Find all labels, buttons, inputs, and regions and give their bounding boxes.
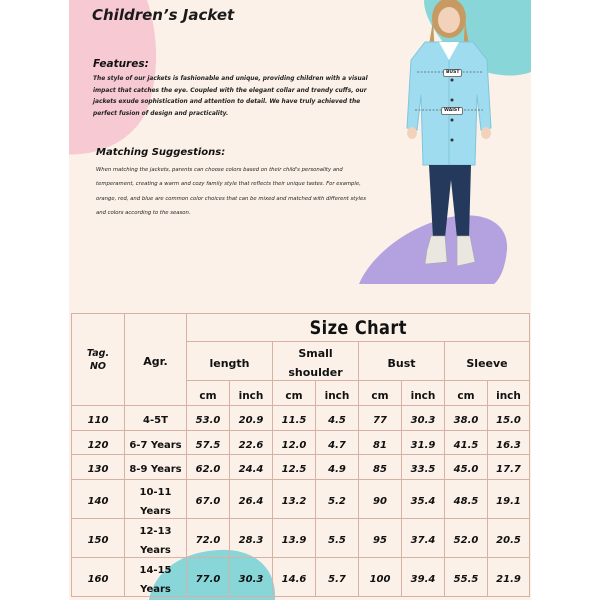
unit-header: cm	[199, 389, 217, 402]
age-value: 14-15 Years	[139, 564, 172, 595]
measurement-value: 24.4	[238, 464, 264, 476]
unit-header-cell	[488, 381, 530, 406]
measurement-value: 81	[373, 439, 387, 451]
measurement-value-cell	[445, 557, 488, 596]
measurement-value-cell	[488, 518, 530, 557]
measurement-value: 67.0	[195, 496, 221, 507]
measurement-value-cell	[273, 430, 316, 455]
measurement-value-cell	[488, 430, 530, 455]
table-row	[72, 518, 530, 557]
measurement-value: 19.1	[496, 496, 521, 507]
unit-header: inch	[324, 389, 350, 402]
measurement-value: 35.4	[410, 496, 436, 507]
measurement-value-cell	[187, 479, 230, 518]
measurement-value-cell	[273, 518, 316, 557]
measurement-value: 85	[373, 464, 387, 476]
measurement-value: 26.4	[238, 496, 264, 507]
measurement-value: 16.3	[496, 439, 521, 451]
table-row	[72, 406, 530, 431]
measurement-value-cell	[402, 557, 445, 596]
table-row	[72, 479, 530, 518]
measurement-value-cell	[402, 406, 445, 431]
measurement-value: 100	[369, 574, 391, 585]
table-row	[72, 557, 530, 596]
measurement-value-cell	[445, 455, 488, 480]
group-header-cell	[445, 342, 530, 381]
measurement-value-cell	[359, 557, 402, 596]
size-chart-title: Size Chart	[309, 316, 407, 339]
measurement-value-cell	[230, 518, 273, 557]
measurement-value-cell	[359, 406, 402, 431]
measurement-value-cell	[187, 430, 230, 455]
measurement-value-cell	[359, 430, 402, 455]
measurement-value-cell	[187, 518, 230, 557]
measurement-value-cell	[230, 479, 273, 518]
measurement-value: 33.5	[410, 464, 436, 476]
matching-heading: Matching Suggestions:	[96, 147, 226, 158]
measurement-value-cell	[316, 406, 359, 431]
measurement-value-cell	[445, 518, 488, 557]
size-chart-title-cell	[187, 314, 530, 342]
product-size-infographic	[69, 0, 531, 600]
measurement-value-cell	[316, 430, 359, 455]
measurement-value: 77	[373, 415, 387, 427]
unit-header: inch	[410, 389, 436, 402]
tag-value-cell	[72, 455, 125, 480]
measurement-value-cell	[402, 518, 445, 557]
measurement-value-cell	[445, 406, 488, 431]
measurement-value-cell	[488, 455, 530, 480]
measurement-value-cell	[488, 479, 530, 518]
measurement-value: 52.0	[453, 535, 479, 546]
tag-no-header-label: Tag. NO	[86, 347, 110, 372]
measurement-value-cell	[187, 455, 230, 480]
measurement-value-cell	[273, 479, 316, 518]
measurement-value-cell	[230, 455, 273, 480]
tag-value: 130	[87, 464, 109, 476]
bust-measure-label: BUST	[443, 69, 462, 77]
measurement-value: 41.5	[453, 439, 479, 451]
measurement-value-cell	[273, 406, 316, 431]
tag-value: 140	[87, 496, 109, 507]
measurement-value-cell	[273, 455, 316, 480]
age-value: 12-13 Years	[139, 525, 172, 556]
measurement-value-cell	[402, 479, 445, 518]
table-row	[72, 455, 530, 480]
measurement-value-cell	[402, 430, 445, 455]
measurement-value: 21.9	[496, 574, 521, 585]
tag-value-cell	[72, 518, 125, 557]
measurement-value: 62.0	[195, 464, 221, 476]
age-header	[125, 314, 187, 406]
measurement-value: 31.9	[410, 439, 436, 451]
measurement-value: 11.5	[281, 415, 307, 427]
unit-header-cell	[402, 381, 445, 406]
measurement-value-cell	[187, 406, 230, 431]
tag-no-header	[72, 314, 125, 406]
measurement-value: 5.7	[328, 574, 346, 585]
measurement-value: 30.3	[238, 574, 264, 585]
age-value: 10-11 Years	[139, 486, 172, 517]
unit-header-cell	[273, 381, 316, 406]
measurement-value: 22.6	[238, 439, 264, 451]
measurement-value: 28.3	[238, 535, 264, 546]
tag-value: 110	[87, 415, 109, 427]
measurement-value: 4.5	[328, 415, 346, 427]
age-value-cell	[125, 430, 187, 455]
group-header: Small shoulder	[288, 347, 343, 379]
table-row	[72, 430, 530, 455]
measurement-value: 4.7	[328, 439, 346, 451]
measurement-value-cell	[187, 557, 230, 596]
measurement-value-cell	[359, 455, 402, 480]
waist-measure-label: WAIST	[441, 107, 463, 115]
measurement-value: 90	[373, 496, 387, 507]
tag-value: 120	[87, 439, 109, 451]
measurement-value: 12.0	[281, 439, 307, 451]
page-title: Children’s Jacket	[92, 6, 235, 24]
size-chart-table	[71, 313, 530, 597]
measurement-value: 30.3	[410, 415, 436, 427]
age-value-cell	[125, 455, 187, 480]
unit-header: inch	[496, 389, 521, 402]
measurement-value-cell	[316, 518, 359, 557]
group-header-cell	[187, 342, 273, 381]
measurement-value-cell	[488, 557, 530, 596]
unit-header-cell	[359, 381, 402, 406]
unit-header: cm	[457, 389, 475, 402]
measurement-value: 13.2	[281, 496, 307, 507]
unit-header-cell	[316, 381, 359, 406]
tag-value-cell	[72, 430, 125, 455]
unit-header: inch	[238, 389, 264, 402]
unit-header-cell	[230, 381, 273, 406]
measurement-value-cell	[316, 455, 359, 480]
age-value-cell	[125, 557, 187, 596]
measurement-value-cell	[402, 455, 445, 480]
measurement-value-cell	[316, 479, 359, 518]
measurement-value-cell	[488, 406, 530, 431]
measurement-value: 12.5	[281, 464, 307, 476]
group-header: Bust	[387, 356, 416, 370]
age-value-cell	[125, 406, 187, 431]
measurement-value: 15.0	[496, 415, 521, 427]
measurement-value: 20.9	[238, 415, 264, 427]
measurement-value: 72.0	[195, 535, 221, 546]
unit-header: cm	[371, 389, 389, 402]
unit-header: cm	[285, 389, 303, 402]
measurement-value: 45.0	[453, 464, 479, 476]
group-header-cell	[273, 342, 359, 381]
measurement-value: 5.5	[328, 535, 346, 546]
group-header: Sleeve	[466, 356, 508, 370]
measurement-value-cell	[316, 557, 359, 596]
matching-text: When matching the jackets, parents can choose colors based on their child's personality and temperament, creating a warm and cozy family style that reflects their unique tastes. For example, orange, red, and blue are common color choices that can be mixed and matched with different styles and colors according to the season.	[96, 167, 366, 217]
measurement-value-cell	[445, 430, 488, 455]
measurement-value-cell	[445, 479, 488, 518]
tag-value-cell	[72, 406, 125, 431]
tag-value-cell	[72, 479, 125, 518]
tag-value-cell	[72, 557, 125, 596]
measurement-value: 48.5	[453, 496, 479, 507]
age-value: 4-5T	[143, 415, 168, 427]
age-value-cell	[125, 479, 187, 518]
measurement-value: 13.9	[281, 535, 307, 546]
measurement-value: 38.0	[453, 415, 479, 427]
age-value: 8-9 Years	[129, 464, 182, 476]
measurement-value: 20.5	[496, 535, 521, 546]
measurement-value: 5.2	[328, 496, 346, 507]
measurement-value: 39.4	[410, 574, 436, 585]
group-header: length	[209, 356, 250, 370]
features-heading: Features:	[93, 58, 149, 70]
measurement-value: 37.4	[410, 535, 436, 546]
measurement-value: 14.6	[281, 574, 307, 585]
unit-header-cell	[445, 381, 488, 406]
age-header-label: Agr.	[143, 355, 168, 368]
tag-value: 160	[87, 574, 109, 585]
age-value: 6-7 Years	[129, 439, 182, 451]
measurement-value: 4.9	[328, 464, 346, 476]
features-text: The style of our jackets is fashionable and unique, providing children with a visual impact that catches the eye. Coupled with the elegant collar and trendy cuffs, our jackets exude sophistication and attention to detail. We have truly achieved the perfect fusion of design and practicality.	[93, 76, 368, 117]
tag-value: 150	[87, 535, 109, 546]
measurement-value-cell	[230, 406, 273, 431]
measurement-value: 55.5	[453, 574, 479, 585]
measurement-value-cell	[359, 479, 402, 518]
unit-header-cell	[187, 381, 230, 406]
measurement-value-cell	[230, 557, 273, 596]
measurement-value: 57.5	[195, 439, 221, 451]
measurement-value: 53.0	[195, 415, 221, 427]
measurement-value-cell	[273, 557, 316, 596]
group-header-cell	[359, 342, 445, 381]
model-photo	[395, 0, 515, 280]
measurement-value-cell	[359, 518, 402, 557]
measurement-value: 17.7	[496, 464, 521, 476]
measurement-value: 77.0	[195, 574, 221, 585]
age-value-cell	[125, 518, 187, 557]
measurement-value-cell	[230, 430, 273, 455]
measurement-value: 95	[373, 535, 387, 546]
